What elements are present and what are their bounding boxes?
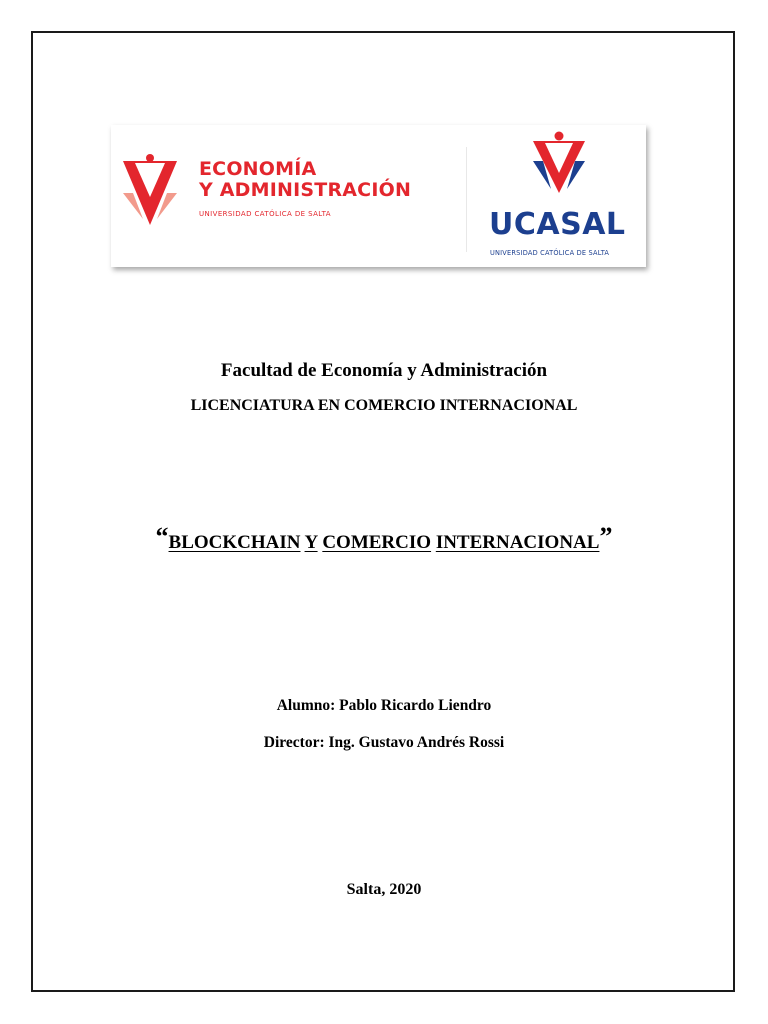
- title-word: COMERCIO: [322, 532, 432, 553]
- title-open-quote: “: [155, 522, 169, 551]
- place-date: Salta, 2020: [346, 881, 422, 898]
- university-logo: [489, 131, 639, 261]
- director-name: Director: Ing. Gustavo Andrés Rossi: [263, 734, 505, 751]
- title-close-quote: ”: [599, 522, 613, 551]
- faculty-logo-title-line2: Y ADMINISTRACIÓN: [199, 179, 412, 201]
- logo-banner: [111, 125, 646, 267]
- degree-name: LICENCIATURA EN COMERCIO INTERNACIONAL: [190, 397, 578, 414]
- university-emblem-icon: [489, 131, 629, 206]
- faculty-logo-title: [199, 159, 411, 201]
- logo-divider: [466, 147, 467, 252]
- title-word: BLOCKCHAIN: [168, 532, 301, 553]
- student-name: Alumno: Pablo Ricardo Liendro: [276, 697, 492, 714]
- faculty-logo-subtitle: UNIVERSIDAD CATÓLICA DE SALTA: [199, 210, 331, 218]
- title-word: INTERNACIONAL: [435, 532, 600, 553]
- title-word: Y: [304, 532, 318, 553]
- university-logo-name: UCASAL: [489, 207, 626, 242]
- university-logo-subtitle: UNIVERSIDAD CATÓLICA DE SALTA: [490, 249, 610, 257]
- faculty-name: Facultad de Economía y Administración: [220, 360, 548, 381]
- faculty-emblem-icon: [121, 153, 181, 233]
- faculty-logo: [121, 153, 421, 233]
- thesis-title: [0, 522, 768, 554]
- faculty-logo-title-line1: ECONOMÍA: [199, 158, 317, 180]
